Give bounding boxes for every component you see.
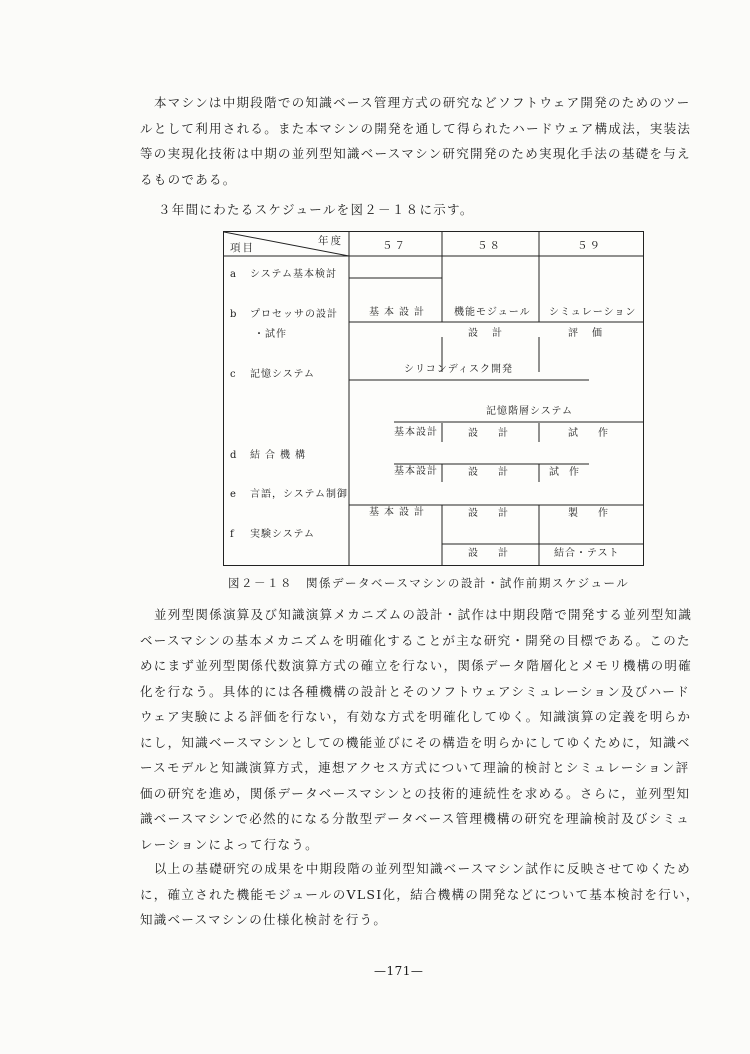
item-e-label: 言語，システム制御 xyxy=(250,489,348,500)
task-c-sub: 記憶階層システム xyxy=(486,406,573,417)
text-line: 並列型関係演算及び知識演算メカニズムの設計・試作は中期段階で開発する並列型知識 xyxy=(154,607,693,622)
task-c-main: シリコンディスク開発 xyxy=(404,364,513,375)
paragraph-schedule-ref xyxy=(158,197,713,223)
item-b-label-2: ・試作 xyxy=(254,329,287,340)
text-line: 化を行なう。具体的には各種機構の設計とそのソフトウェアシミュレーション及びハード xyxy=(140,683,691,699)
text-line: ウェア実験による評価を行ない，有効な方式を明確化してゆく。知識演算の定義を明らか xyxy=(140,709,692,724)
item-f-marker: f xyxy=(230,529,235,540)
text-line: に，確立された機能モジュールのVLSI化，結合機構の開発などについて基本検討を行い， xyxy=(140,886,700,902)
item-a-label: システム基本検討 xyxy=(250,269,337,280)
text-line: 等の実現化技術は中期の並列型知識ベースマシン研究開発のため実現化手法の基礎を与え xyxy=(140,146,691,161)
item-d-marker: d xyxy=(230,450,242,461)
task-e-57: 基本設計 xyxy=(369,507,429,518)
task-b-58: 機能モジュール xyxy=(454,307,531,318)
header-year-57: ５７ xyxy=(382,240,407,252)
task-f-58: 設計 xyxy=(468,548,528,559)
text-line: にし，知識ベースマシンとしての機能並びにその構造を明らかにしてゆくために，知識ベ xyxy=(140,734,691,750)
text-line: ３年間にわたるスケジュールを図２－１８に示す。 xyxy=(158,202,474,217)
text-line: 知識ベースマシンの仕様化検討を行う。 xyxy=(140,912,388,927)
item-c-label: 記憶システム xyxy=(250,369,315,380)
text-line: レーションによって行なう。 xyxy=(140,836,319,852)
paragraph-conclusion xyxy=(140,856,700,933)
item-a-marker: a xyxy=(230,269,237,280)
text-line: ベースマシンの基本メカニズムを明確化することが主な研究・開発の目標である。このた xyxy=(140,632,691,648)
task-c-sub-57: 基本設計 xyxy=(394,427,438,438)
text-line: 識ベースマシンで必然的になる分散型データベース管理機構の研究を理論検討及びシミュ xyxy=(140,811,690,826)
task-e-58: 設計 xyxy=(468,508,528,519)
task-f-59: 結合・テスト xyxy=(554,548,620,559)
task-c-sub-58: 設計 xyxy=(468,428,528,439)
text-line: 本マシンは中期段階での知識ベース管理方式の研究などソフトウェア開発のためのツー xyxy=(154,95,691,110)
header-year-label: 年度 xyxy=(318,235,343,247)
task-b-58-sub: 設計 xyxy=(468,328,516,339)
task-b-59: シミュレーション xyxy=(549,307,637,318)
schedule-table xyxy=(223,231,644,566)
task-d-57: 基本設計 xyxy=(394,466,438,477)
page-number: —171— xyxy=(374,964,424,978)
item-b-label: プロセッサの設計 xyxy=(250,309,338,320)
item-e-marker: e xyxy=(230,489,237,500)
text-line: るものである。 xyxy=(140,171,237,187)
item-f-label: 実験システム xyxy=(250,529,315,540)
text-line: 価の研究を進め，関係データベースマシンとの技術的連続性を求める。さらに，並列型知 xyxy=(140,785,691,801)
text-line: 以上の基礎研究の成果を中期段階の並列型知識ベースマシン試作に反映させてゆくため xyxy=(154,861,692,876)
item-b-marker: b xyxy=(230,309,238,320)
header-item-label: 項目 xyxy=(230,242,255,254)
task-c-sub-59: 試作 xyxy=(568,428,628,439)
paragraph-intro xyxy=(140,90,695,192)
text-line: めにまず並列型関係代数演算方式の確立を行ない，関係データ階層化とメモリ機構の明確 xyxy=(140,658,693,673)
task-d-58: 設計 xyxy=(468,467,528,478)
figure-caption: 図２－１８ 関係データベースマシンの設計・試作前期スケジュール xyxy=(228,576,630,590)
item-d-label: 結合機構 xyxy=(250,450,310,461)
task-b-59-sub: 評価 xyxy=(568,328,616,339)
task-e-59: 製作 xyxy=(568,508,628,519)
task-d-59: 試作 xyxy=(549,467,589,478)
task-b-57: 基本設計 xyxy=(369,307,429,318)
header-year-58: ５８ xyxy=(477,240,502,252)
paragraph-mechanism xyxy=(140,602,695,857)
text-line: ースモデルと知識演算方式，連想アクセス方式について理論的検討とシミュレーション評 xyxy=(140,760,690,775)
item-c-marker: c xyxy=(230,369,237,380)
header-year-59: ５９ xyxy=(577,240,602,252)
text-line: ルとして利用される。また本マシンの開発を通して得られたハードウェア構成法，実装法 xyxy=(140,120,692,136)
